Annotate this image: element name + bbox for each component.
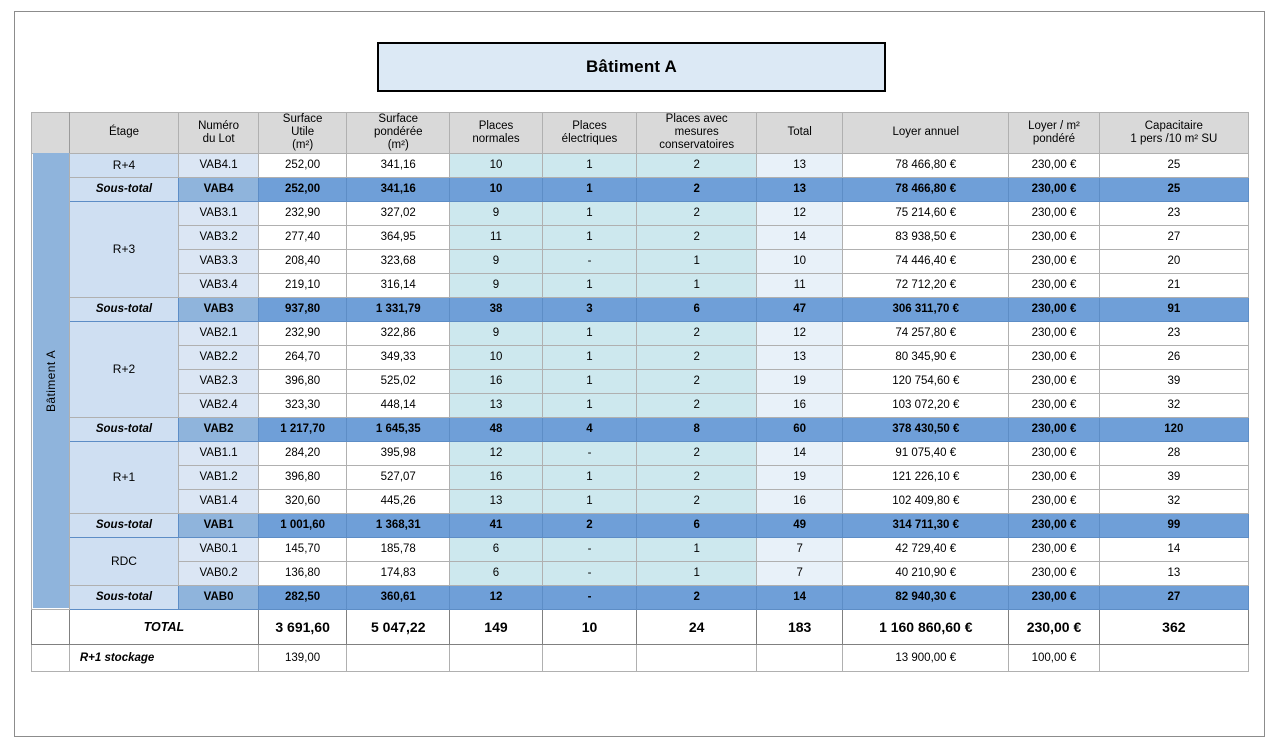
header-etage: Étage	[69, 113, 178, 154]
loyer-annuel-cell: 83 938,50 €	[843, 225, 1009, 249]
subtotal-surface-utile: 1 217,70	[258, 417, 346, 441]
places-normales-cell: 13	[450, 393, 542, 417]
surface-utile-cell: 252,00	[258, 153, 346, 177]
header-loyer-m2	[1009, 113, 1099, 154]
header-pn-line2: normales	[472, 132, 520, 145]
subtotal-places-mesures: 6	[637, 297, 757, 321]
table-row	[32, 345, 1249, 369]
header-lot-line1: Numéro	[198, 119, 239, 132]
total-places-cell: 14	[757, 225, 843, 249]
total-row	[32, 609, 1249, 644]
table-row	[32, 441, 1249, 465]
loyer-annuel-cell: 91 075,40 €	[843, 441, 1009, 465]
header-pe-line1: Places	[572, 119, 607, 132]
etage-cell: R+4	[69, 153, 178, 177]
header-pmc-line3: conservatoires	[659, 139, 735, 152]
lot-cell: VAB1.1	[179, 441, 259, 465]
places-electriques-cell: 1	[542, 225, 637, 249]
places-normales-cell: 6	[450, 561, 542, 585]
header-surface-utile	[258, 113, 346, 154]
total-places-cell: 11	[757, 273, 843, 297]
places-normales-cell: 10	[450, 345, 542, 369]
surface-utile-cell: 232,90	[258, 201, 346, 225]
total-total-places: 183	[757, 609, 843, 644]
loyer-m2-cell: 230,00 €	[1009, 345, 1099, 369]
surface-utile-cell: 145,70	[258, 537, 346, 561]
places-mesures-cell: 2	[637, 489, 757, 513]
places-mesures-cell: 2	[637, 201, 757, 225]
subtotal-places-electriques: 3	[542, 297, 637, 321]
subtotal-capacitaire: 25	[1099, 177, 1248, 201]
etage-cell: R+2	[69, 321, 178, 417]
surface-ponderee-cell: 364,95	[347, 225, 450, 249]
subtotal-surface-ponderee: 1 645,35	[347, 417, 450, 441]
header-lot	[179, 113, 259, 154]
surface-utile-cell: 396,80	[258, 369, 346, 393]
capacitaire-cell: 39	[1099, 465, 1248, 489]
total-places-cell: 19	[757, 465, 843, 489]
capacitaire-cell: 21	[1099, 273, 1248, 297]
subtotal-loyer-annuel: 314 711,30 €	[843, 513, 1009, 537]
places-mesures-cell: 2	[637, 225, 757, 249]
subtotal-row	[32, 297, 1249, 321]
lot-cell: VAB0.1	[179, 537, 259, 561]
places-normales-cell: 9	[450, 201, 542, 225]
stockage-label: R+1 stockage	[69, 644, 258, 671]
header-cap-line1: Capacitaire	[1144, 119, 1203, 132]
header-places-mesures	[637, 113, 757, 154]
subtotal-lot: VAB4	[179, 177, 259, 201]
loyer-m2-cell: 230,00 €	[1009, 465, 1099, 489]
surface-ponderee-cell: 349,33	[347, 345, 450, 369]
side-spacer	[32, 644, 70, 671]
places-electriques-cell: 1	[542, 321, 637, 345]
places-normales-cell: 13	[450, 489, 542, 513]
total-places-cell: 7	[757, 537, 843, 561]
etage-cell: R+3	[69, 201, 178, 297]
lot-cell: VAB3.1	[179, 201, 259, 225]
places-normales-cell: 16	[450, 465, 542, 489]
total-places-mesures: 24	[637, 609, 757, 644]
subtotal-loyer-annuel: 306 311,70 €	[843, 297, 1009, 321]
loyer-m2-cell: 230,00 €	[1009, 273, 1099, 297]
table-row	[32, 393, 1249, 417]
places-electriques-cell: -	[542, 537, 637, 561]
subtotal-surface-ponderee: 1 368,31	[347, 513, 450, 537]
subtotal-loyer-m2: 230,00 €	[1009, 297, 1099, 321]
lot-cell: VAB1.2	[179, 465, 259, 489]
total-places-cell: 10	[757, 249, 843, 273]
places-normales-cell: 6	[450, 537, 542, 561]
places-normales-cell: 16	[450, 369, 542, 393]
total-surface-ponderee: 5 047,22	[347, 609, 450, 644]
surface-ponderee-cell: 174,83	[347, 561, 450, 585]
surface-utile-cell: 284,20	[258, 441, 346, 465]
places-electriques-cell: 1	[542, 369, 637, 393]
stockage-loyer-m2: 100,00 €	[1009, 644, 1099, 671]
subtotal-surface-ponderee: 1 331,79	[347, 297, 450, 321]
lot-cell: VAB4.1	[179, 153, 259, 177]
subtotal-lot: VAB1	[179, 513, 259, 537]
capacitaire-cell: 32	[1099, 489, 1248, 513]
subtotal-total-places: 13	[757, 177, 843, 201]
loyer-m2-cell: 230,00 €	[1009, 537, 1099, 561]
places-normales-cell: 9	[450, 249, 542, 273]
loyer-annuel-cell: 42 729,40 €	[843, 537, 1009, 561]
lot-cell: VAB3.3	[179, 249, 259, 273]
subtotal-surface-ponderee: 360,61	[347, 585, 450, 609]
header-corner	[32, 113, 70, 154]
subtotal-capacitaire: 27	[1099, 585, 1248, 609]
header-sp-line1: Surface	[378, 113, 419, 125]
table-row	[32, 537, 1249, 561]
subtotal-capacitaire: 91	[1099, 297, 1248, 321]
places-mesures-cell: 1	[637, 249, 757, 273]
subtotal-row	[32, 585, 1249, 609]
table-row	[32, 561, 1249, 585]
total-loyer-m2: 230,00 €	[1009, 609, 1099, 644]
places-electriques-cell: 1	[542, 489, 637, 513]
subtotal-places-electriques: 4	[542, 417, 637, 441]
capacitaire-cell: 27	[1099, 225, 1248, 249]
document-title-box	[377, 42, 886, 92]
total-places-cell: 19	[757, 369, 843, 393]
lot-cell: VAB2.1	[179, 321, 259, 345]
loyer-annuel-cell: 74 257,80 €	[843, 321, 1009, 345]
table-body	[32, 153, 1249, 671]
capacitaire-cell: 28	[1099, 441, 1248, 465]
table-row	[32, 225, 1249, 249]
places-electriques-cell: 1	[542, 153, 637, 177]
loyer-m2-cell: 230,00 €	[1009, 249, 1099, 273]
subtotal-lot: VAB3	[179, 297, 259, 321]
table-row	[32, 465, 1249, 489]
places-electriques-cell: 1	[542, 201, 637, 225]
places-electriques-cell: -	[542, 441, 637, 465]
surface-utile-cell: 208,40	[258, 249, 346, 273]
surface-ponderee-cell: 322,86	[347, 321, 450, 345]
stockage-surface-ponderee	[347, 644, 450, 671]
places-mesures-cell: 1	[637, 561, 757, 585]
surface-utile-cell: 136,80	[258, 561, 346, 585]
subtotal-places-normales: 10	[450, 177, 542, 201]
subtotal-loyer-m2: 230,00 €	[1009, 585, 1099, 609]
header-lot-line2: du Lot	[202, 132, 235, 145]
loyer-annuel-cell: 102 409,80 €	[843, 489, 1009, 513]
places-mesures-cell: 2	[637, 393, 757, 417]
subtotal-places-mesures: 2	[637, 585, 757, 609]
total-places-electriques: 10	[542, 609, 637, 644]
places-mesures-cell: 1	[637, 273, 757, 297]
loyer-m2-cell: 230,00 €	[1009, 369, 1099, 393]
table-row	[32, 273, 1249, 297]
subtotal-lot: VAB2	[179, 417, 259, 441]
capacitaire-cell: 39	[1099, 369, 1248, 393]
header-su-line3: (m²)	[292, 139, 314, 152]
stockage-places-electriques	[542, 644, 637, 671]
loyer-annuel-cell: 80 345,90 €	[843, 345, 1009, 369]
table-row	[32, 249, 1249, 273]
header-sp-line2: pondérée	[373, 126, 423, 139]
header-row	[32, 113, 1249, 154]
loyer-annuel-cell: 78 466,80 €	[843, 153, 1009, 177]
lot-cell: VAB2.3	[179, 369, 259, 393]
loyer-m2-cell: 230,00 €	[1009, 153, 1099, 177]
surface-utile-cell: 264,70	[258, 345, 346, 369]
subtotal-capacitaire: 99	[1099, 513, 1248, 537]
loyer-m2-cell: 230,00 €	[1009, 321, 1099, 345]
subtotal-places-normales: 41	[450, 513, 542, 537]
header-pmc-line1: Places avec	[665, 113, 728, 125]
loyer-annuel-cell: 121 226,10 €	[843, 465, 1009, 489]
subtotal-row	[32, 513, 1249, 537]
places-electriques-cell: -	[542, 561, 637, 585]
total-capacitaire: 362	[1099, 609, 1248, 644]
total-label: TOTAL	[69, 609, 258, 644]
surface-ponderee-cell: 185,78	[347, 537, 450, 561]
total-surface-utile: 3 691,60	[258, 609, 346, 644]
side-spacer	[32, 609, 70, 644]
places-mesures-cell: 2	[637, 441, 757, 465]
surface-utile-cell: 277,40	[258, 225, 346, 249]
subtotal-surface-utile: 937,80	[258, 297, 346, 321]
total-places-cell: 16	[757, 489, 843, 513]
header-pn-line1: Places	[478, 119, 514, 132]
header-loyer-annuel: Loyer annuel	[843, 113, 1009, 154]
header-capacitaire	[1099, 113, 1248, 154]
surface-ponderee-cell: 316,14	[347, 273, 450, 297]
loyer-m2-cell: 230,00 €	[1009, 225, 1099, 249]
stockage-row	[32, 644, 1249, 671]
stockage-total-places	[757, 644, 843, 671]
surface-utile-cell: 323,30	[258, 393, 346, 417]
subtotal-places-mesures: 6	[637, 513, 757, 537]
subtotal-surface-utile: 282,50	[258, 585, 346, 609]
surface-ponderee-cell: 327,02	[347, 201, 450, 225]
lot-cell: VAB1.4	[179, 489, 259, 513]
places-normales-cell: 9	[450, 321, 542, 345]
loyer-annuel-cell: 103 072,20 €	[843, 393, 1009, 417]
subtotal-total-places: 14	[757, 585, 843, 609]
header-su-line1: Surface	[282, 113, 323, 125]
loyer-annuel-cell: 40 210,90 €	[843, 561, 1009, 585]
total-places-cell: 12	[757, 321, 843, 345]
header-places-electriques	[542, 113, 637, 154]
places-normales-cell: 9	[450, 273, 542, 297]
surface-ponderee-cell: 395,98	[347, 441, 450, 465]
subtotal-loyer-annuel: 82 940,30 €	[843, 585, 1009, 609]
capacitaire-cell: 23	[1099, 201, 1248, 225]
surface-ponderee-cell: 341,16	[347, 153, 450, 177]
table-row	[32, 489, 1249, 513]
subtotal-total-places: 60	[757, 417, 843, 441]
capacitaire-cell: 32	[1099, 393, 1248, 417]
lot-cell: VAB2.2	[179, 345, 259, 369]
places-normales-cell: 11	[450, 225, 542, 249]
stockage-places-normales	[450, 644, 542, 671]
page-title: Bâtiment A	[585, 57, 678, 76]
subtotal-row	[32, 177, 1249, 201]
lot-cell: VAB3.2	[179, 225, 259, 249]
places-mesures-cell: 2	[637, 465, 757, 489]
subtotal-surface-ponderee: 341,16	[347, 177, 450, 201]
capacitaire-cell: 20	[1099, 249, 1248, 273]
loyer-annuel-cell: 75 214,60 €	[843, 201, 1009, 225]
loyer-annuel-cell: 74 446,40 €	[843, 249, 1009, 273]
subtotal-row	[32, 417, 1249, 441]
subtotal-label: Sous-total	[69, 585, 178, 609]
capacitaire-cell: 13	[1099, 561, 1248, 585]
subtotal-total-places: 47	[757, 297, 843, 321]
places-normales-cell: 10	[450, 153, 542, 177]
places-electriques-cell: 1	[542, 465, 637, 489]
surface-utile-cell: 320,60	[258, 489, 346, 513]
places-mesures-cell: 2	[637, 369, 757, 393]
loyer-m2-cell: 230,00 €	[1009, 561, 1099, 585]
total-places-cell: 7	[757, 561, 843, 585]
header-total: Total	[757, 113, 843, 154]
header-pmc-line2: mesures	[674, 126, 719, 139]
header-cap-line2: 1 pers /10 m² SU	[1130, 132, 1218, 145]
table-row	[32, 369, 1249, 393]
subtotal-places-electriques: 2	[542, 513, 637, 537]
total-places-cell: 13	[757, 345, 843, 369]
table-row	[32, 201, 1249, 225]
capacitaire-cell: 14	[1099, 537, 1248, 561]
loyer-m2-cell: 230,00 €	[1009, 201, 1099, 225]
places-mesures-cell: 2	[637, 153, 757, 177]
places-electriques-cell: -	[542, 249, 637, 273]
subtotal-label: Sous-total	[69, 297, 178, 321]
subtotal-places-normales: 48	[450, 417, 542, 441]
surface-ponderee-cell: 527,07	[347, 465, 450, 489]
subtotal-label: Sous-total	[69, 513, 178, 537]
places-electriques-cell: 1	[542, 345, 637, 369]
total-places-cell: 12	[757, 201, 843, 225]
places-normales-cell: 12	[450, 441, 542, 465]
subtotal-loyer-annuel: 378 430,50 €	[843, 417, 1009, 441]
subtotal-surface-utile: 1 001,60	[258, 513, 346, 537]
subtotal-places-mesures: 8	[637, 417, 757, 441]
subtotal-surface-utile: 252,00	[258, 177, 346, 201]
places-mesures-cell: 1	[637, 537, 757, 561]
subtotal-total-places: 49	[757, 513, 843, 537]
total-places-cell: 13	[757, 153, 843, 177]
surface-ponderee-cell: 323,68	[347, 249, 450, 273]
places-mesures-cell: 2	[637, 321, 757, 345]
subtotal-label: Sous-total	[69, 417, 178, 441]
lot-cell: VAB2.4	[179, 393, 259, 417]
table-row	[32, 321, 1249, 345]
capacitaire-cell: 26	[1099, 345, 1248, 369]
subtotal-capacitaire: 120	[1099, 417, 1248, 441]
loyer-m2-cell: 230,00 €	[1009, 489, 1099, 513]
subtotal-places-normales: 12	[450, 585, 542, 609]
header-lm2-line1: Loyer / m²	[1028, 119, 1080, 132]
stockage-places-mesures	[637, 644, 757, 671]
header-places-normales	[450, 113, 542, 154]
total-places-normales: 149	[450, 609, 542, 644]
subtotal-loyer-m2: 230,00 €	[1009, 417, 1099, 441]
lot-cell: VAB3.4	[179, 273, 259, 297]
surface-utile-cell: 219,10	[258, 273, 346, 297]
loyer-m2-cell: 230,00 €	[1009, 441, 1099, 465]
places-electriques-cell: 1	[542, 393, 637, 417]
subtotal-lot: VAB0	[179, 585, 259, 609]
surface-ponderee-cell: 445,26	[347, 489, 450, 513]
places-mesures-cell: 2	[637, 345, 757, 369]
subtotal-places-electriques: -	[542, 585, 637, 609]
subtotal-loyer-m2: 230,00 €	[1009, 513, 1099, 537]
subtotal-loyer-m2: 230,00 €	[1009, 177, 1099, 201]
surface-ponderee-cell: 525,02	[347, 369, 450, 393]
header-surface-ponderee	[347, 113, 450, 154]
surface-ponderee-cell: 448,14	[347, 393, 450, 417]
etage-cell: RDC	[69, 537, 178, 585]
surface-utile-cell: 232,90	[258, 321, 346, 345]
loyer-m2-cell: 230,00 €	[1009, 393, 1099, 417]
header-pe-line2: électriques	[561, 132, 618, 145]
stockage-capacitaire	[1099, 644, 1248, 671]
subtotal-places-normales: 38	[450, 297, 542, 321]
loyer-annuel-cell: 72 712,20 €	[843, 273, 1009, 297]
subtotal-places-mesures: 2	[637, 177, 757, 201]
stockage-surface-utile: 139,00	[258, 644, 346, 671]
etage-cell: R+1	[69, 441, 178, 513]
capacitaire-cell: 25	[1099, 153, 1248, 177]
total-loyer-annuel: 1 160 860,60 €	[843, 609, 1009, 644]
surface-utile-cell: 396,80	[258, 465, 346, 489]
subtotal-places-electriques: 1	[542, 177, 637, 201]
stockage-loyer-annuel: 13 900,00 €	[843, 644, 1009, 671]
table-row	[32, 153, 1249, 177]
header-sp-line3: (m²)	[387, 139, 409, 152]
subtotal-label: Sous-total	[69, 177, 178, 201]
subtotal-loyer-annuel: 78 466,80 €	[843, 177, 1009, 201]
header-su-line2: Utile	[291, 126, 315, 139]
total-places-cell: 14	[757, 441, 843, 465]
header-lm2-line2: pondéré	[1032, 132, 1076, 145]
capacitaire-cell: 23	[1099, 321, 1248, 345]
building-side-label: Bâtiment A	[32, 153, 70, 609]
building-lots-table	[31, 112, 1249, 672]
total-places-cell: 16	[757, 393, 843, 417]
loyer-annuel-cell: 120 754,60 €	[843, 369, 1009, 393]
table-container	[31, 112, 1249, 672]
table-header	[32, 113, 1249, 154]
places-electriques-cell: 1	[542, 273, 637, 297]
lot-cell: VAB0.2	[179, 561, 259, 585]
